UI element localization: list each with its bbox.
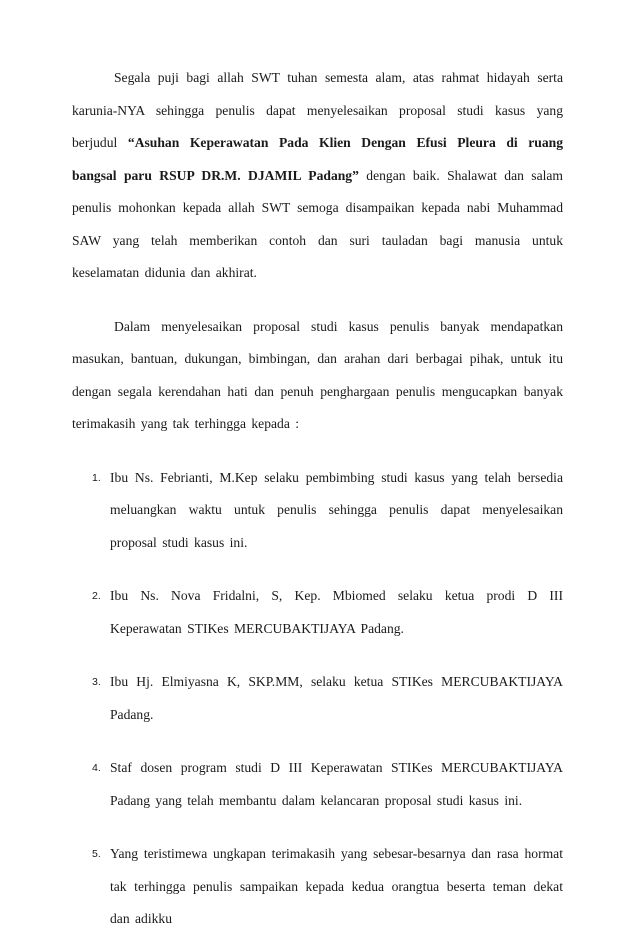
list-item-number: 3. bbox=[92, 676, 101, 688]
list-item bbox=[72, 580, 563, 645]
list-item-text: Ibu Hj. Elmiyasna K, SKP.MM, selaku ketua STIKes MERCUBAKTIJAYA Padang. bbox=[110, 674, 563, 722]
list-item bbox=[72, 462, 563, 560]
paragraph-acknowledgement: Dalam menyelesaikan proposal studi kasus penulis banyak mendapatkan masukan, bantuan, dukungan, bimbingan, dan arahan dari berbagai pihak, untuk itu dengan segala kerendahan hati dan penuh penghargaan penulis mengucapkan banyak terimakasih yang tak terhingga kepada : bbox=[72, 318, 563, 431]
list-item-text: Ibu Ns. Nova Fridalni, S, Kep. Mbiomed selaku ketua prodi D III Keperawatan STIKes MERCUBAKTIJAYA Padang. bbox=[110, 588, 563, 636]
list-item bbox=[72, 666, 563, 731]
list-item-text: Staf dosen program studi D III Keperawatan STIKes MERCUBAKTIJAYA Padang yang telah membantu dalam kelancaran proposal studi kasus ini. bbox=[110, 760, 563, 808]
paragraph-opening-outro: dengan baik. Shalawat dan salam penulis mohonkan kepada allah SWT semoga disampaikan kepada nabi Muhammad SAW yang telah memberikan contoh dan suri tauladan bagi manusia untuk keselamatan didunia dan akhirat. bbox=[72, 167, 564, 280]
list-item-text: Ibu Ns. Febrianti, M.Kep selaku pembimbing studi kasus yang telah bersedia meluangkan waktu untuk penulis sehingga penulis dapat menyelesaikan proposal studi kasus ini. bbox=[110, 469, 563, 550]
list-item-number: 5. bbox=[92, 848, 101, 860]
list-item-number: 4. bbox=[92, 762, 101, 774]
list-item-number: 2. bbox=[92, 590, 101, 602]
list-item bbox=[72, 752, 563, 817]
list-item-number: 1. bbox=[92, 471, 101, 484]
document-page bbox=[72, 62, 563, 936]
list-item-text: Yang teristimewa ungkapan terimakasih yang sebesar-besarnya dan rasa hormat tak terhingga penulis sampaikan kepada kedua orangtua beserta teman dekat dan adikku bbox=[110, 846, 563, 926]
proposal-title: “Asuhan Keperawatan Pada Klien Dengan Efusi Pleura di ruang bangsal paru RSUP DR.M. DJAMIL Padang” bbox=[72, 135, 564, 183]
paragraph-opening bbox=[72, 62, 563, 290]
paragraph-gap bbox=[72, 441, 563, 462]
thanks-list bbox=[72, 462, 563, 936]
paragraph-gap bbox=[72, 290, 563, 311]
paragraph-opening-intro: Segala puji bagi allah SWT tuhan semesta alam, atas rahmat hidayah serta karunia-NYA sehingga penulis dapat menyelesaikan proposal studi kasus yang berjudul bbox=[72, 70, 563, 150]
list-item bbox=[72, 838, 563, 936]
